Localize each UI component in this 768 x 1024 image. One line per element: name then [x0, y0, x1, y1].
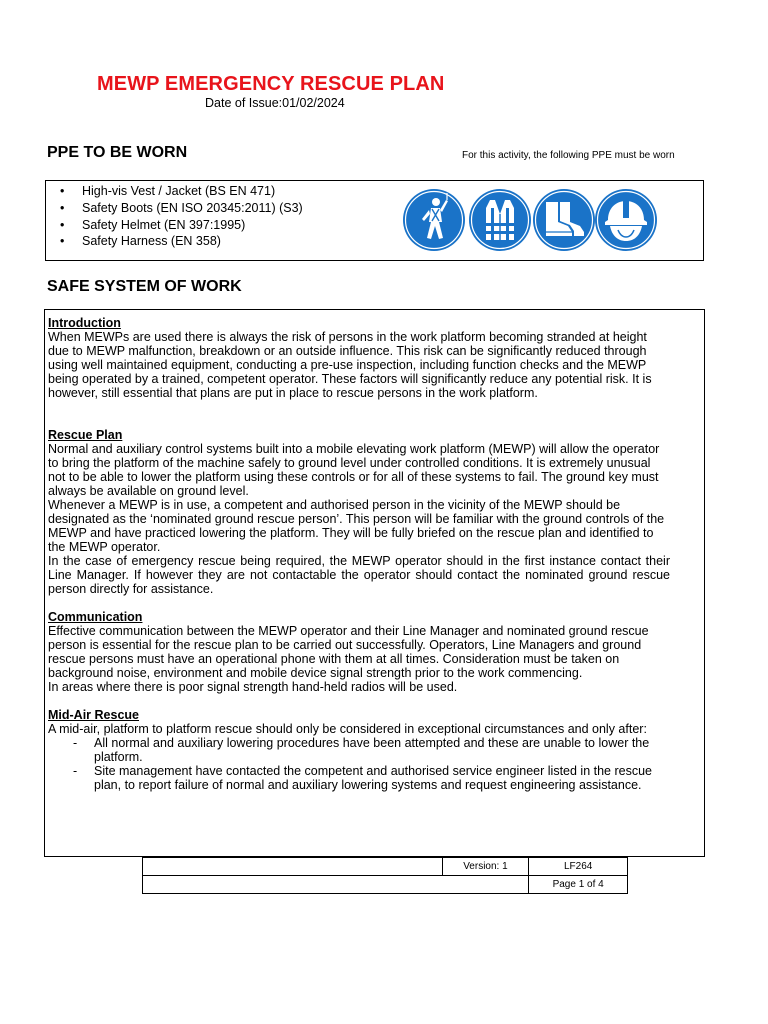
ppe-item: • Safety Helmet (EN 397:1995): [60, 217, 303, 234]
ppe-item: • Safety Boots (EN ISO 20345:2011) (S3): [60, 200, 303, 217]
rescue-paragraph: In the case of emergency rescue being required, the MEWP operator should in the first instance contact their Line Manager. If however they are not contactable the operator should contact the nominated ground rescue person directly for assistance.: [48, 554, 670, 596]
midair-title: Mid-Air Rescue: [48, 708, 139, 722]
ssw-body: [48, 316, 670, 792]
communication-paragraph: In areas where there is poor signal strength hand-held radios will be used.: [48, 680, 458, 694]
footer-table: [142, 857, 628, 894]
ssw-heading: SAFE SYSTEM OF WORK: [47, 278, 242, 295]
midair-list-item: - All normal and auxiliary lowering procedures have been attempted and these are unable to lower the platform.: [48, 736, 670, 764]
rescue-paragraph: Whenever a MEWP is in use, a competent and authorised person in the vicinity of the MEWP should be designated as the ‘nominated ground rescue person’. This person will be familiar with the ground controls of the MEWP and have practiced lowering the platform. They will be fully briefed on the rescue plan and identified to the MEWP operator.: [48, 498, 665, 554]
spacer: [48, 596, 670, 610]
document-code: LF264: [529, 858, 628, 876]
page-number: Page 1 of 4: [529, 876, 628, 894]
rescue-paragraph: Normal and auxiliary control systems built into a mobile elevating work platform (MEWP) will allow the operator to bring the platform of the machine safely to ground level under controlled conditions. It is extremely unusual not to be able to lower the platform using these controls or for all of these systems to fail. The ground key must always be available on ground level.: [48, 442, 660, 498]
spacer: [48, 694, 670, 708]
communication-title: Communication: [48, 610, 143, 624]
communication-paragraph: Effective communication between the MEWP operator and their Line Manager and nominated ground rescue person is essential for the rescue plan to be carried out successfully. Operators, Line Managers and ground rescue persons must have an operational phone with them at all times. Consideration must be taken on background noise, environment and mobile device signal strength prior to the work commencing.: [48, 624, 649, 680]
ssw-box: [44, 309, 705, 857]
safety-boots-icon: [532, 188, 596, 252]
intro-title: Introduction: [48, 316, 121, 330]
document-title: MEWP EMERGENCY RESCUE PLAN: [97, 73, 445, 95]
ppe-heading: PPE TO BE WORN: [47, 144, 188, 161]
midair-list-item: - Site management have contacted the competent and authorised service engineer listed in the rescue plan, to report failure of normal and auxiliary lowering systems and request engineering assistance.: [48, 764, 670, 792]
midair-paragraph: A mid-air, platform to platform rescue should only be considered in exceptional circumstances and only after:: [48, 722, 647, 736]
rescue-title: Rescue Plan: [48, 428, 123, 442]
spacer: [48, 414, 670, 428]
ppe-icons: [402, 188, 702, 252]
ppe-item: • Safety Harness (EN 358): [60, 233, 303, 250]
ppe-list: [60, 183, 303, 250]
spacer: [48, 400, 670, 414]
ppe-note: For this activity, the following PPE must be worn: [462, 150, 675, 161]
version-label: Version: 1: [442, 858, 529, 876]
intro-text: When MEWPs are used there is always the risk of persons in the work platform becoming stranded at height due to MEWP malfunction, breakdown or an outside influence. This risk can be significantly reduced through using well maintained equipment, conducting a pre-use inspection, including function checks and the MEWP being operated by a trained, competent operator. These factors will significantly reduce any potential risk. It is however, still essential that plans are put in place to rescue persons in the work platform.: [48, 330, 652, 400]
hi-vis-vest-icon: [468, 188, 532, 252]
footer-cell: [143, 876, 529, 894]
document-footer: [142, 857, 628, 894]
ppe-box: [45, 180, 704, 261]
issue-date: Date of Issue:01/02/2024: [205, 96, 345, 110]
safety-helmet-icon: [594, 188, 658, 252]
footer-cell: [143, 858, 443, 876]
safety-harness-icon: [402, 188, 466, 252]
ppe-item: • High-vis Vest / Jacket (BS EN 471): [60, 183, 303, 200]
